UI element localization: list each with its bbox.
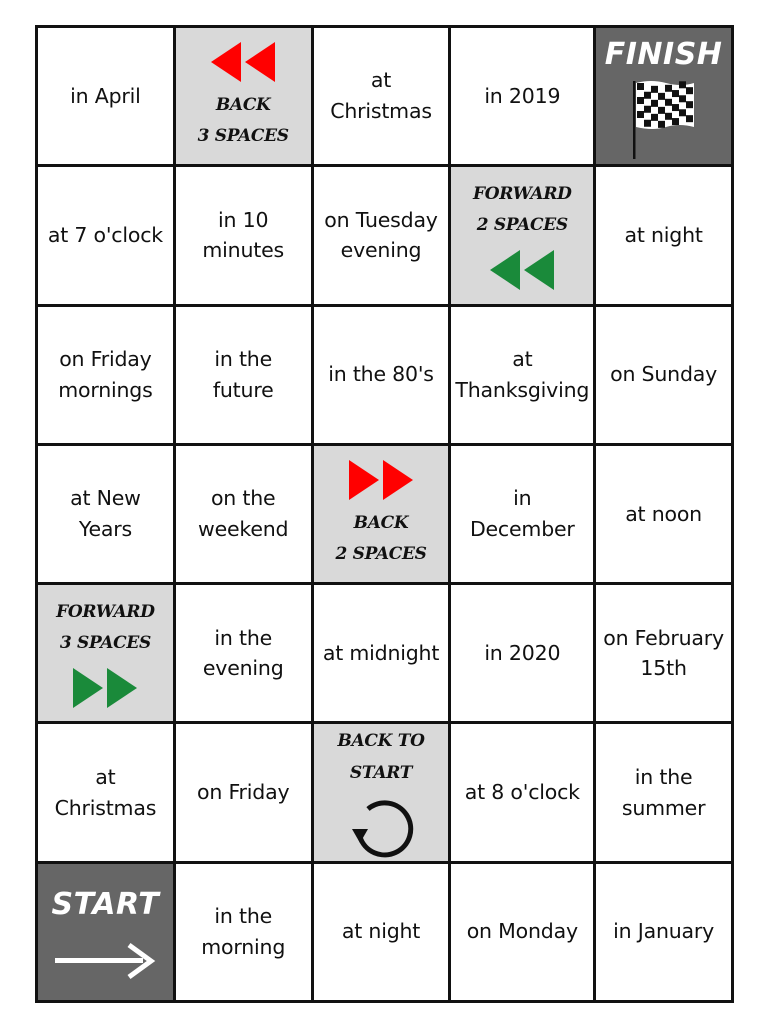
space-label: in the morning: [201, 904, 286, 959]
space-label: at Christmas: [54, 764, 157, 820]
space-label: on Sunday: [610, 362, 718, 387]
space-label: at midnight: [322, 640, 440, 665]
board-space-at-christmas: [314, 28, 449, 164]
finish-space: [596, 28, 731, 164]
board-space-in-2020: [451, 585, 593, 721]
special-space-label: BACK 2 SPACES: [335, 512, 427, 564]
special-space-label: BACK 3 SPACES: [197, 94, 289, 147]
board-space-on-sunday: [596, 307, 731, 443]
board-space-on-the-weekend: [176, 446, 311, 582]
board-space-at-night: [314, 864, 449, 1000]
special-space-back-3-spaces: [176, 28, 311, 164]
space-label: in the 80's: [328, 362, 434, 387]
special-space-label: FORWARD 3 SPACES: [56, 601, 155, 654]
board-space-at-thanksgiving: [451, 307, 593, 443]
space-label: on Tuesday evening: [324, 207, 438, 263]
board-space-in-the-morning: [176, 864, 311, 1000]
board-space-on-february-15th: [596, 585, 731, 721]
special-space-forward-3-spaces: [38, 585, 173, 721]
board-space-in-the-80-s: [314, 307, 449, 443]
space-label: at night: [341, 919, 421, 944]
rewind-arrows-icon: [488, 248, 556, 292]
space-label: at Christmas: [330, 68, 432, 124]
board-space-in-the-future: [176, 307, 311, 443]
board-space-in-december: [451, 446, 593, 582]
space-label: at noon: [625, 501, 702, 526]
board-space-in-10-minutes: [176, 167, 311, 303]
space-label: at New Years: [70, 486, 141, 541]
space-label: in April: [70, 83, 141, 108]
space-label: in the summer: [621, 764, 706, 820]
space-label: on Friday: [197, 780, 290, 805]
board-space-at-8-o-clock: [451, 724, 593, 860]
right-arrow-icon: [53, 941, 157, 981]
board-space-on-friday-mornings: [38, 307, 173, 443]
board-space-on-monday: [451, 864, 593, 1000]
space-label: in January: [613, 919, 715, 944]
board-space-on-tuesday-evening: [314, 167, 449, 303]
game-board: [35, 25, 734, 1003]
space-label: on the weekend: [198, 486, 289, 541]
finish-label: FINISH: [604, 36, 723, 72]
board-space-in-the-summer: [596, 724, 731, 860]
board-space-in-january: [596, 864, 731, 1000]
space-label: in the future: [212, 346, 274, 402]
space-label: at night: [624, 223, 703, 248]
board-space-at-night: [596, 167, 731, 303]
board-space-on-friday: [176, 724, 311, 860]
space-label: in 2019: [484, 83, 561, 108]
space-label: on Friday mornings: [58, 346, 153, 402]
special-space-back-2-spaces: [314, 446, 449, 582]
space-label: in 10 minutes: [202, 207, 284, 263]
checkered-flag-icon: [631, 79, 697, 161]
space-label: in 2020: [484, 640, 561, 665]
space-label: at 7 o'clock: [47, 223, 163, 248]
space-label: in December: [469, 486, 575, 541]
board-space-at-7-o-clock: [38, 167, 173, 303]
fast-forward-arrows-icon: [347, 458, 415, 502]
special-space-label: FORWARD 2 SPACES: [473, 183, 572, 236]
board-space-in-the-evening: [176, 585, 311, 721]
space-label: on Monday: [466, 919, 578, 944]
board-space-in-april: [38, 28, 173, 164]
space-label: at 8 o'clock: [464, 780, 580, 805]
special-space-forward-2-spaces: [451, 167, 593, 303]
special-space-back-to-start: [314, 724, 449, 860]
special-space-label: BACK TO START: [337, 731, 425, 783]
board-space-at-new-years: [38, 446, 173, 582]
restart-circle-icon: [348, 795, 414, 859]
space-label: at Thanksgiving: [455, 346, 590, 402]
board-space-in-2019: [451, 28, 593, 164]
board-space-at-christmas: [38, 724, 173, 860]
start-label: START: [51, 887, 160, 923]
board-space-at-noon: [596, 446, 731, 582]
space-label: on February 15th: [603, 625, 724, 681]
rewind-arrows-icon: [209, 40, 277, 84]
start-space: [38, 864, 173, 1000]
space-label: in the evening: [202, 625, 284, 681]
fast-forward-arrows-icon: [71, 666, 139, 710]
board-space-at-midnight: [314, 585, 449, 721]
